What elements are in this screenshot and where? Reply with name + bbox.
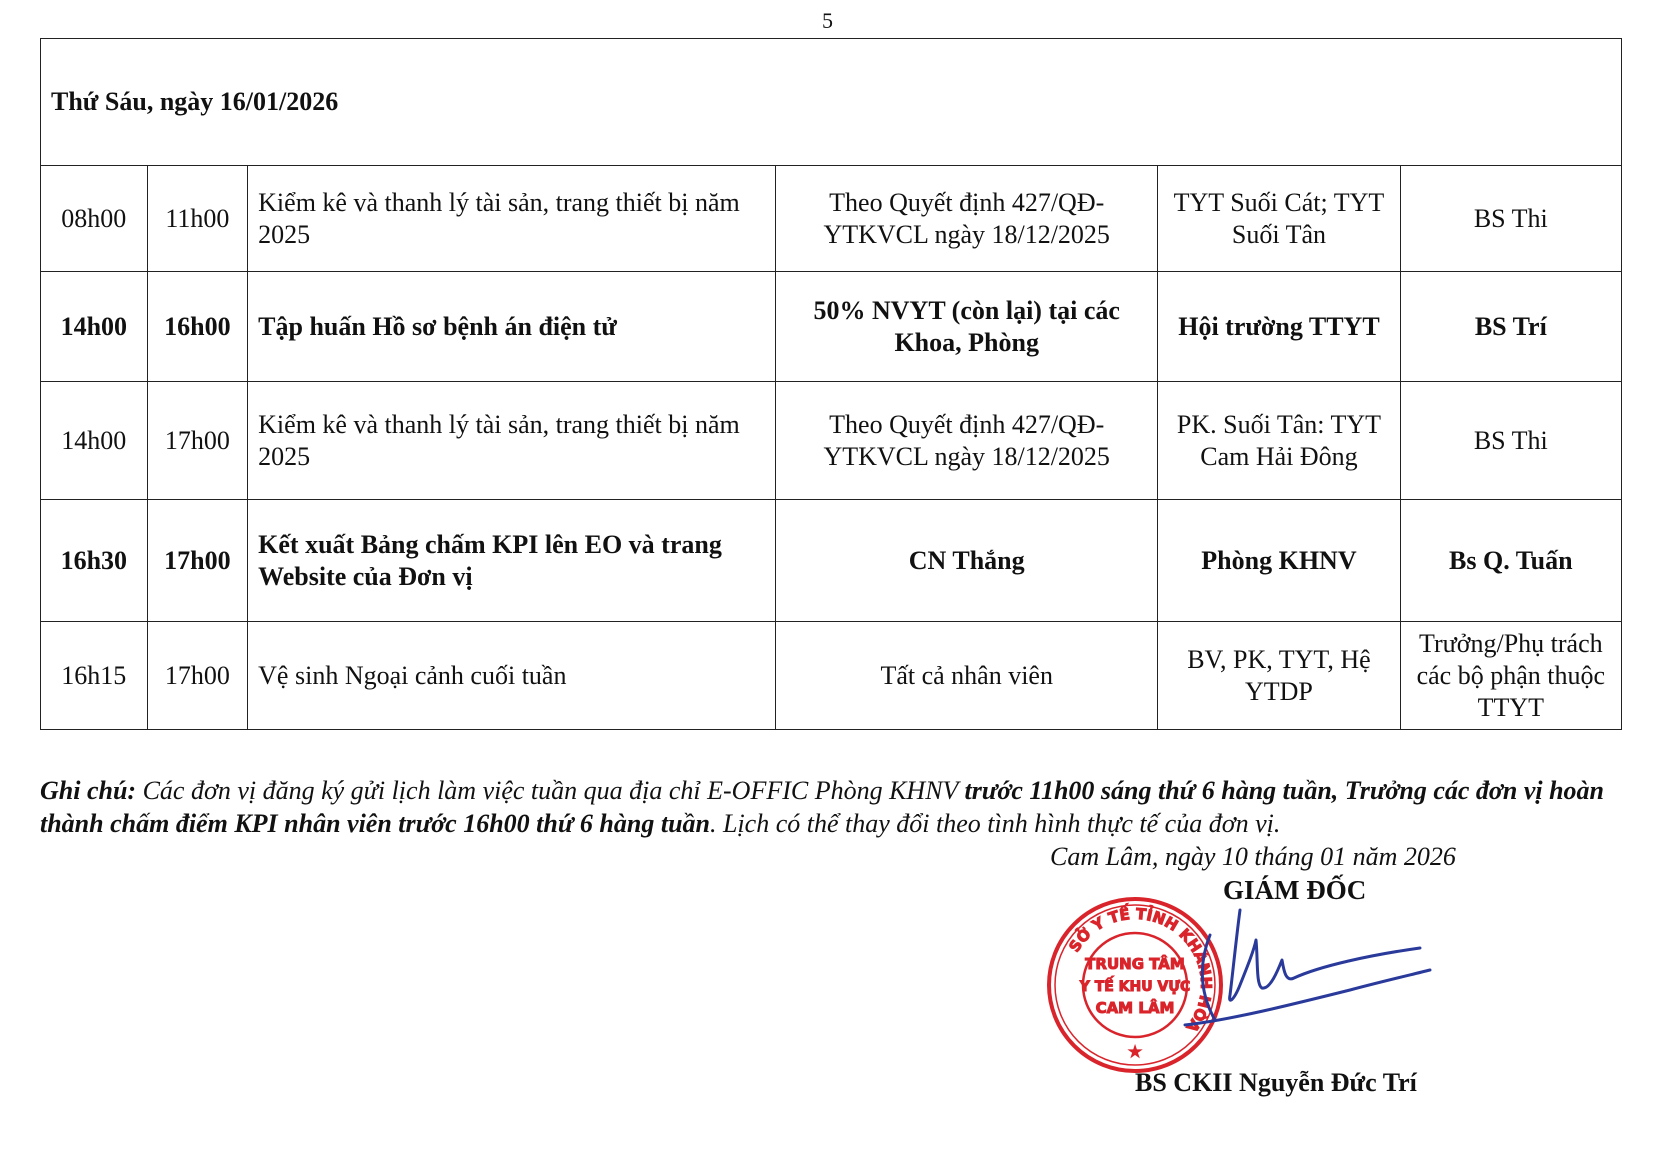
table-row — [41, 382, 1622, 500]
table-row — [41, 166, 1622, 272]
cell-location: Hội trường TTYT — [1158, 272, 1400, 382]
table-row — [41, 272, 1622, 382]
cell-content: Kiểm kê và thanh lý tài sản, trang thiết bị năm 2025 — [248, 382, 776, 500]
cell-end-time: 17h00 — [147, 500, 248, 622]
cell-end-time: 11h00 — [147, 166, 248, 272]
cell-start-time: 08h00 — [41, 166, 148, 272]
place-date: Cam Lâm, ngày 10 tháng 01 năm 2026 — [1050, 842, 1456, 871]
cell-content: Kết xuất Bảng chấm KPI lên EO và trang Website của Đơn vị — [248, 500, 776, 622]
cell-chair: BS Trí — [1400, 272, 1621, 382]
table-row — [41, 622, 1622, 730]
stamp-line-1: TRUNG TÂM — [1085, 955, 1185, 973]
cell-participants: CN Thắng — [776, 500, 1158, 622]
note-text-3: . Lịch có thể thay đổi theo tình hình thực tế của đơn vị. — [710, 809, 1281, 838]
cell-participants: 50% NVYT (còn lại) tại các Khoa, Phòng — [776, 272, 1158, 382]
signature — [1170, 900, 1440, 1050]
stamp-line-3: CAM LÂM — [1095, 999, 1175, 1017]
page-number: 5 — [822, 8, 833, 33]
day-header: Thứ Sáu, ngày 16/01/2026 — [41, 39, 1622, 166]
cell-end-time: 16h00 — [147, 272, 248, 382]
cell-start-time: 14h00 — [41, 272, 148, 382]
signature-stroke-3 — [1202, 935, 1215, 1020]
cell-content: Tập huấn Hồ sơ bệnh án điện tử — [248, 272, 776, 382]
stamp-star-icon: ★ — [1127, 1044, 1143, 1061]
cell-participants: Theo Quyết định 427/QĐ-YTKVCL ngày 18/12/2025 — [776, 382, 1158, 500]
stamp-line-2: Y TẾ KHU VỰC — [1079, 979, 1191, 995]
signature-stroke-1 — [1230, 910, 1420, 1000]
cell-location: PK. Suối Tân: TYT Cam Hải Đông — [1158, 382, 1400, 500]
note-label: Ghi chú: — [40, 776, 137, 805]
signature-stroke-2 — [1185, 970, 1430, 1025]
cell-chair: BS Thi — [1400, 166, 1621, 272]
cell-start-time: 16h30 — [41, 500, 148, 622]
stamp-ring-text: SỞ Y TẾ TỈNH KHÁNH HÒA — [1065, 904, 1216, 1036]
cell-participants: Theo Quyết định 427/QĐ-YTKVCL ngày 18/12/2025 — [776, 166, 1158, 272]
cell-location: BV, PK, TYT, Hệ YTDP — [1158, 622, 1400, 730]
cell-start-time: 16h15 — [41, 622, 148, 730]
signer-name: BS CKII Nguyễn Đức Trí — [1135, 1068, 1417, 1097]
table-row — [41, 500, 1622, 622]
cell-end-time: 17h00 — [147, 622, 248, 730]
cell-content: Vệ sinh Ngoại cảnh cuối tuần — [248, 622, 776, 730]
cell-start-time: 14h00 — [41, 382, 148, 500]
cell-location: Phòng KHNV — [1158, 500, 1400, 622]
note — [40, 774, 1630, 840]
cell-content: Kiểm kê và thanh lý tài sản, trang thiết bị năm 2025 — [248, 166, 776, 272]
cell-participants: Tất cả nhân viên — [776, 622, 1158, 730]
cell-chair: BS Thi — [1400, 382, 1621, 500]
schedule-table — [40, 38, 1622, 730]
cell-end-time: 17h00 — [147, 382, 248, 500]
cell-chair: Trưởng/Phụ trách các bộ phận thuộc TTYT — [1400, 622, 1621, 730]
cell-location: TYT Suối Cát; TYT Suối Tân — [1158, 166, 1400, 272]
note-text-1: Các đơn vị đăng ký gửi lịch làm việc tuần qua địa chỉ E-OFFIC Phòng KHNV — [136, 776, 965, 805]
cell-chair: Bs Q. Tuấn — [1400, 500, 1621, 622]
sign-title: GIÁM ĐỐC — [1223, 875, 1367, 905]
note-text-bold: trước 11h00 sáng thứ 6 hàng tuần, Trưởng các đơn vị hoàn thành chấm điểm KPI nhân viên trước 16h00 thứ 6 hàng tuần — [40, 776, 1605, 838]
